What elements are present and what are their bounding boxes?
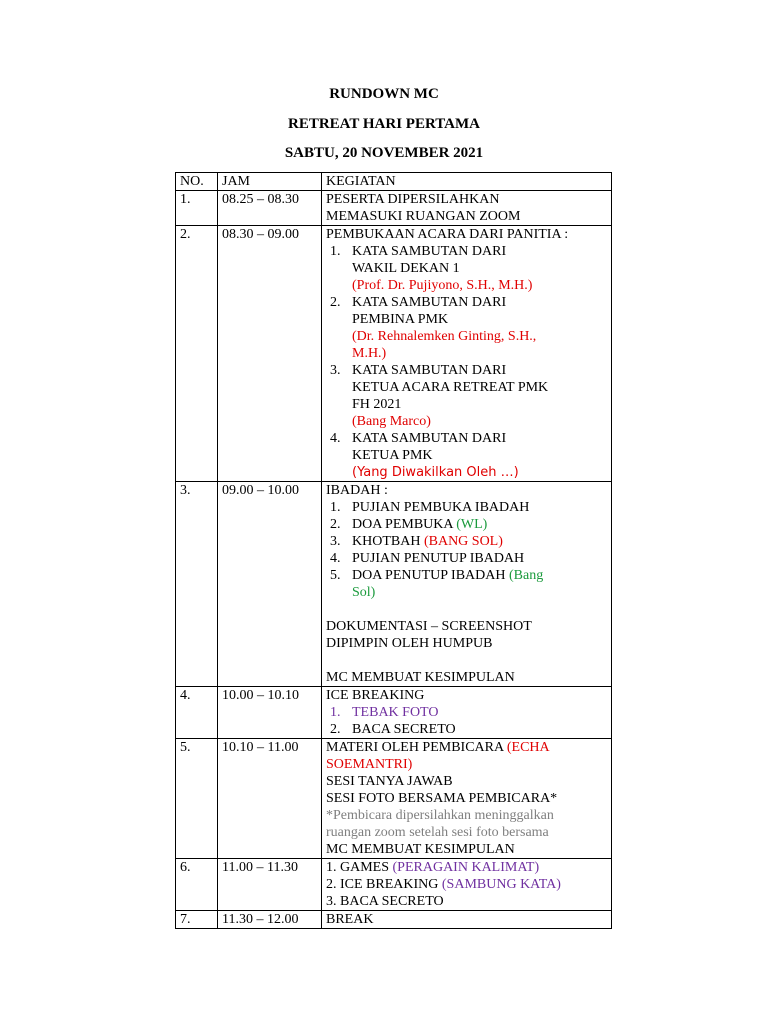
kegiatan-line [326, 859, 611, 876]
list-line: KATA SAMBUTAN DARI [352, 363, 507, 378]
list-number: 4. [330, 551, 341, 566]
row-jam: 09.00 – 10.00 [218, 482, 322, 687]
person-note: (Bang [509, 568, 544, 583]
kegiatan-intro: PEMBUKAAN ACARA DARI PANITIA : [326, 227, 569, 242]
speaker-note: M.H.) [352, 346, 387, 361]
speaker-note: (Bang Marco) [352, 414, 431, 429]
row-jam: 11.30 – 12.00 [218, 911, 322, 929]
list-item [330, 362, 611, 430]
row-kegiatan [322, 739, 612, 859]
list-number: 4. [330, 431, 341, 446]
list-text: PUJIAN PENUTUP IBADAH [352, 551, 525, 566]
footnote: *Pembicara dipersilahkan meninggalkan [326, 808, 554, 823]
list-item [330, 550, 611, 567]
row-no: 7. [176, 911, 218, 929]
list-line: FH 2021 [352, 397, 402, 412]
footnote: ruangan zoom setelah sesi foto bersama [326, 825, 549, 840]
header-kegiatan: KEGIATAN [322, 173, 612, 191]
list-text: DOA PEMBUKA [352, 517, 457, 532]
row-jam: 08.25 – 08.30 [218, 191, 322, 226]
list-item [330, 294, 611, 362]
person-note: (WL) [456, 517, 488, 532]
list-text: TEBAK FOTO [352, 705, 439, 720]
kegiatan-line: DOKUMENTASI – SCREENSHOT [326, 619, 532, 634]
table-row [176, 226, 612, 482]
row-kegiatan [322, 687, 612, 739]
kegiatan-line [326, 739, 611, 756]
rundown-table [175, 172, 612, 929]
list-line: KATA SAMBUTAN DARI [352, 244, 507, 259]
list-text: BACA SECRETO [352, 722, 456, 737]
list-item [330, 243, 611, 294]
list-line: WAKIL DEKAN 1 [352, 261, 460, 276]
kegiatan-line: SESI FOTO BERSAMA PEMBICARA* [326, 791, 558, 806]
list-line: KETUA PMK [352, 448, 433, 463]
kegiatan-text: 2. ICE BREAKING [326, 877, 442, 892]
list-item [330, 567, 611, 601]
list-item [330, 499, 611, 516]
row-kegiatan [322, 226, 612, 482]
spacer [326, 652, 611, 669]
kegiatan-line: MEMASUKI RUANGAN ZOOM [326, 209, 521, 224]
row-no: 3. [176, 482, 218, 687]
list-number: 3. [330, 363, 341, 378]
numbered-list [326, 243, 611, 481]
list-number: 2. [330, 517, 341, 532]
list-number: 2. [330, 722, 341, 737]
table-header-row [176, 173, 612, 191]
table-row [176, 911, 612, 929]
kegiatan-text: 1. GAMES [326, 860, 393, 875]
list-line: KATA SAMBUTAN DARI [352, 431, 507, 446]
title-date: SABTU, 20 NOVEMBER 2021 [284, 145, 484, 161]
speaker-note: SOEMANTRI) [326, 757, 413, 772]
list-line: KETUA ACARA RETREAT PMK [352, 380, 549, 395]
table-row [176, 859, 612, 911]
game-note: (SAMBUNG KATA) [441, 877, 561, 892]
list-item [330, 721, 611, 738]
row-no: 2. [176, 226, 218, 482]
list-line: PEMBINA PMK [352, 312, 449, 327]
list-item [330, 704, 611, 721]
title-retreat: RETREAT HARI PERTAMA [288, 116, 480, 132]
kegiatan-intro: ICE BREAKING [326, 688, 425, 703]
kegiatan-line: MC MEMBUAT KESIMPULAN [326, 842, 515, 857]
list-text: DOA PENUTUP IBADAH [352, 568, 509, 583]
row-jam: 10.10 – 11.00 [218, 739, 322, 859]
header-jam: JAM [218, 173, 322, 191]
kegiatan-line: DIPIMPIN OLEH HUMPUB [326, 636, 493, 651]
header-no: NO. [176, 173, 218, 191]
kegiatan-text: MATERI OLEH PEMBICARA [326, 740, 507, 755]
list-number: 3. [330, 534, 341, 549]
row-no: 4. [176, 687, 218, 739]
speaker-note: (Yang Diwakilkan Oleh …) [352, 465, 519, 480]
list-item [330, 430, 611, 481]
row-jam: 11.00 – 11.30 [218, 859, 322, 911]
list-number: 2. [330, 295, 341, 310]
row-no: 6. [176, 859, 218, 911]
row-kegiatan [322, 482, 612, 687]
row-jam: 08.30 – 09.00 [218, 226, 322, 482]
row-kegiatan: BREAK [322, 911, 612, 929]
row-no: 5. [176, 739, 218, 859]
list-line: KATA SAMBUTAN DARI [352, 295, 507, 310]
numbered-list [326, 704, 611, 738]
speaker-note: (Dr. Rehnalemken Ginting, S.H., [352, 329, 537, 344]
list-item [330, 516, 611, 533]
row-kegiatan [322, 191, 612, 226]
row-jam: 10.00 – 10.10 [218, 687, 322, 739]
table-row [176, 191, 612, 226]
row-kegiatan [322, 859, 612, 911]
list-text: PUJIAN PEMBUKA IBADAH [352, 500, 530, 515]
kegiatan-intro: IBADAH : [326, 483, 388, 498]
table-row [176, 482, 612, 687]
game-note: (PERAGAIN KALIMAT) [392, 860, 540, 875]
list-number: 1. [330, 244, 341, 259]
person-note: (BANG SOL) [423, 534, 503, 549]
list-number: 1. [330, 705, 341, 720]
list-number: 5. [330, 568, 341, 583]
person-note: Sol) [352, 585, 376, 600]
kegiatan-line: MC MEMBUAT KESIMPULAN [326, 670, 515, 685]
kegiatan-line: SESI TANYA JAWAB [326, 774, 453, 789]
numbered-list [326, 499, 611, 601]
speaker-note: (Prof. Dr. Pujiyono, S.H., M.H.) [352, 278, 533, 293]
table-row [176, 739, 612, 859]
row-no: 1. [176, 191, 218, 226]
table-row [176, 687, 612, 739]
kegiatan-line: 3. BACA SECRETO [326, 894, 444, 909]
list-number: 1. [330, 500, 341, 515]
title-rundown: RUNDOWN MC [329, 86, 439, 102]
speaker-note: (ECHA [506, 740, 550, 755]
list-item [330, 533, 611, 550]
kegiatan-line [326, 876, 611, 893]
list-text: KHOTBAH [352, 534, 424, 549]
kegiatan-line: PESERTA DIPERSILAHKAN [326, 192, 500, 207]
spacer [326, 601, 611, 618]
